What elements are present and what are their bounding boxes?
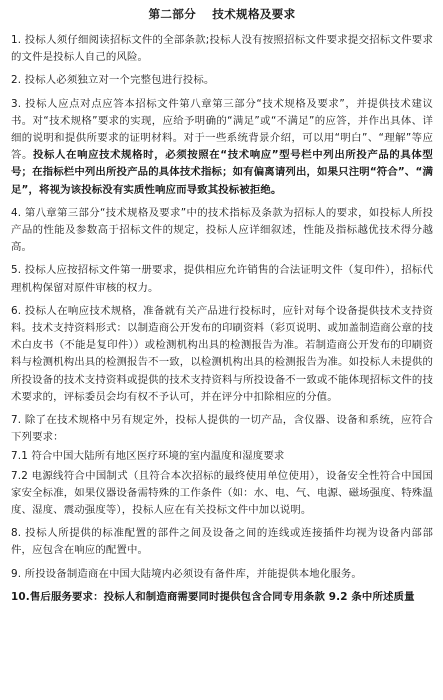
- clause-1: [11, 32, 433, 66]
- clause-bold-text: 售后服务要求：投标人和制造商需要同时提供包含合同专用条款 9.2 条中所述质量: [29, 590, 415, 603]
- clause-text: 投标人在响应技术规格，准备就有关产品进行投标时，应针对每个设备提供技术支持资料。技术支持资料形式：以制造商公开发布的印刷资料（彩页说明、或加盖制造商公章的技术白皮书（不能是复印件））或检测机构出具的检测报告为准。若制造商公开发布的印刷资料与检测机构出具的检测报告不一致，以检测机构出具的检测报告为准。如投标人未提供的所投设备的技术支持资料或提供的技术支持资料与所投设备不一致或不能体现招标文件的技术要求的，评标委员会均有权不予认可，并在评分中扣除相应的分值。: [11, 304, 434, 403]
- clause-number: 1.: [11, 34, 22, 46]
- clause-number: 7.2: [11, 469, 28, 482]
- clause-text: 电源线符合中国制式（且符合本次招标的最终使用单位使用），设备安全性符合中国国家安全标准，如果仪器设备需特殊的工作条件（如：水、电、气、电源、磁场强度、特殊温度、湿度、震动强度等），投标人应在有关投标文件中加以说明。: [11, 469, 434, 517]
- clause-2: [11, 72, 433, 89]
- clause-number: 2.: [11, 74, 22, 87]
- clause-8: [11, 525, 433, 559]
- clause-9: [11, 566, 433, 583]
- clause-text: 所投设备制造商在中国大陆境内必须设有备件库，并能提供本地化服务。: [24, 567, 362, 580]
- clause-7-1: [11, 448, 433, 465]
- clause-4: [11, 205, 433, 257]
- clause-bold-text: 投标人在响应技术规格时，必须按照在“技术响应”型号栏中列出所投产品的具体型号；在指标栏中列出所投产品的具体技术指标；如有偏离请列出，如果只注明“符合”、“满足”，将视为该投标没有实质性响应而导致其投标被拒绝。: [11, 149, 433, 196]
- clause-number: 10.: [11, 590, 30, 603]
- clause-number: 4.: [11, 206, 22, 219]
- clause-6: [11, 303, 433, 406]
- clause-5: [11, 262, 433, 296]
- clause-number: 9.: [11, 567, 22, 580]
- clause-text: 投标人必须独立对一个完整包进行投标。: [24, 74, 215, 87]
- clause-number: 7.1: [11, 450, 28, 463]
- clause-7-2: [11, 468, 433, 520]
- clause-10: [11, 589, 433, 606]
- clause-text: 符合中国大陆所有地区医疗环境的室内温度和湿度要求: [31, 450, 285, 463]
- section-title: 第二部分 技术规格及要求: [148, 7, 296, 21]
- clause-text: 投标人应按招标文件第一册要求，提供相应允许销售的合法证明文件（复印件），招标代理机构保留对原件审核的权力。: [11, 264, 433, 294]
- clause-number: 7.: [11, 414, 22, 427]
- clause-text: 除了在技术规格中另有规定外，投标人提供的一切产品，含仪器、设备和系统，应符合下列要求：: [11, 414, 434, 444]
- clause-3: [11, 96, 433, 199]
- clause-7: [11, 412, 433, 446]
- clause-text: 第八章第三部分“技术规格及要求”中的技术指标及条款为招标人的要求，如投标人所投产品的性能及参数高于招标文件的规定，投标人应详细叙述，性能及指标越优技术得分越高。: [11, 206, 433, 254]
- clause-number: 5.: [11, 264, 22, 277]
- clause-number: 8.: [11, 527, 22, 540]
- clause-text: 投标人须仔细阅读招标文件的全部条款;投标人没有按照招标文件要求提交招标文件要求的文件是投标人自己的风险。: [11, 34, 433, 64]
- clause-number: 3.: [11, 97, 22, 110]
- clause-text: 投标人所提供的标准配置的部件之间及设备之间的连线或连接插件均视为设备内部部件，应包含在响应的配置中。: [11, 527, 434, 557]
- clause-text: 投标人应点对点应答本招标文件第八章第三部分“技术规格及要求”，并提供技术建议书。对“技术规格”要求的实现，应给予明确的“满足”或“不满足”的应答，并作出具体、详细的说明和提供所要求的证明材料。对于一些系统背景介绍，可以用“明白”、“理解”等应答。: [11, 97, 433, 162]
- clause-number: 6.: [11, 304, 22, 317]
